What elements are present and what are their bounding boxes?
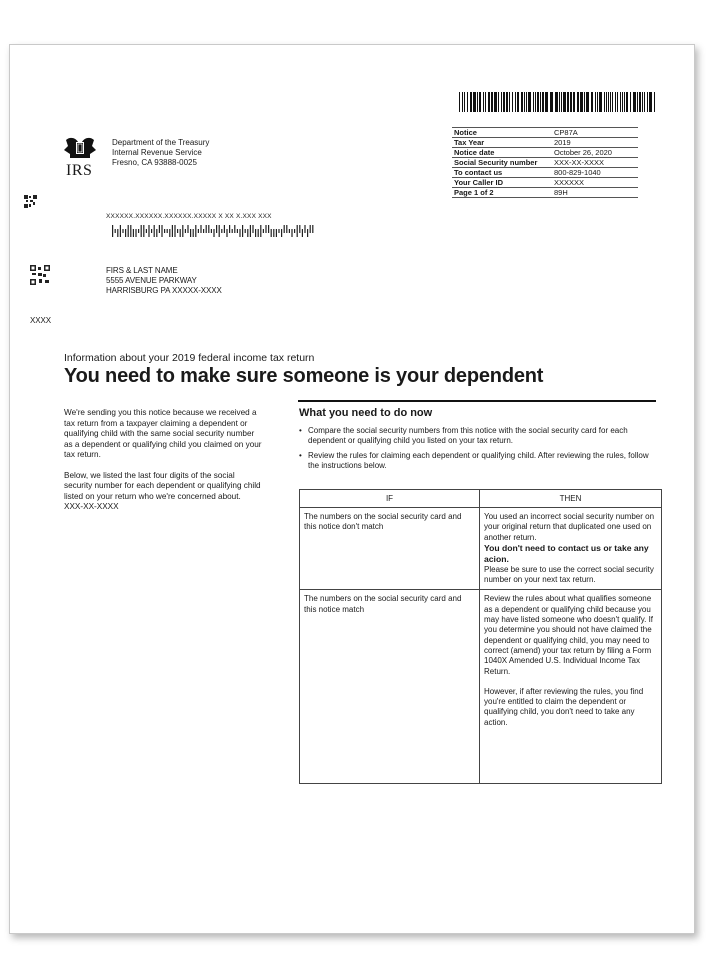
table-row xyxy=(300,590,662,784)
address-code-line: XXXXXX.XXXXXX.XXXXXX.XXXXX X XX X.XXX XXX xyxy=(106,213,272,220)
info-row-notice-date: Notice date October 26, 2020 xyxy=(452,148,638,158)
notice-explanation xyxy=(64,408,264,523)
if-then-table xyxy=(299,489,662,784)
instruction-list xyxy=(299,426,649,476)
info-row-caller-id: Your Caller ID XXXXXX xyxy=(452,178,638,188)
column-header-then: THEN xyxy=(480,490,662,508)
recipient-address: FIRS & LAST NAME 5555 AVENUE PARKWAY HARRISBURG PA XXXXX-XXXX xyxy=(106,266,222,295)
info-row-ssn: Social Security number XXX-XX-XXXX xyxy=(452,158,638,168)
table-header-row xyxy=(300,490,662,508)
table-cell-then: You used an incorrect social security number on your original return that duplicated one used on another return. You don't need to contact us or take any acion. Please be sure to use the correct social security number on your next tax return. xyxy=(480,508,662,590)
notice-subtitle: Information about your 2019 federal income tax return xyxy=(64,352,315,364)
list-item: • Compare the social security numbers from this notice with the social security card for each dependent or qualifying child you listed on your tax return. xyxy=(299,426,628,445)
column-header-if: IF xyxy=(300,490,480,508)
table-cell-if: The numbers on the social security card and this notice match xyxy=(300,590,480,784)
notice-info-table xyxy=(452,127,638,198)
qr-code-small-icon xyxy=(24,195,37,208)
qr-code-address-icon xyxy=(30,265,50,285)
margin-code: XXXX xyxy=(30,316,51,325)
ssn-last-four: XXX-XX-XXXX xyxy=(64,502,119,511)
barcode-top-icon xyxy=(459,92,657,112)
info-row-page: Page 1 of 2 89H xyxy=(452,188,638,198)
section-divider xyxy=(298,400,656,402)
list-item: • Review the rules for claiming each dependent or qualifying child. After reviewing the rules, follow the instructions below. xyxy=(299,451,649,470)
irs-logo-text: IRS xyxy=(66,162,93,179)
no-action-note: You don't need to contact us or take any acion. xyxy=(484,542,649,564)
info-row-tax-year: Tax Year 2019 xyxy=(452,138,638,148)
table-cell-then: Review the rules about what qualifies someone as a dependent or qualifying child because you may have listed someone who doesn't qualify. If you determine you should not have claimed the dependent or qualifying child, you may need to correct (amend) your tax return by filing a Form 1040X Amended U.S. Individual Income Tax Return. However, if after reviewing the rules, you find you're entitled to claim the dependent or qualifying child, you don't need to take any action. xyxy=(480,590,662,784)
info-row-contact: To contact us 800-829-1040 xyxy=(452,168,638,178)
notice-title: You need to make sure someone is your dependent xyxy=(64,365,544,387)
explanation-paragraph: Below, we listed the last four digits of the social security number for each dependent or qualifying child listed on your return who we're concerned about. xyxy=(64,470,261,501)
department-address: Department of the Treasury Internal Revenue Service Fresno, CA 93888-0025 xyxy=(112,138,210,167)
postal-barcode-icon xyxy=(112,225,316,237)
table-row xyxy=(300,508,662,590)
table-cell-if: The numbers on the social security card and this notice don't match xyxy=(300,508,480,590)
bullet-icon: • xyxy=(299,451,302,460)
what-to-do-heading: What you need to do now xyxy=(299,407,433,419)
info-row-notice: Notice CP87A xyxy=(452,128,638,138)
bullet-icon: • xyxy=(299,426,302,435)
explanation-paragraph: We're sending you this notice because we received a tax return from a taxpayer claiming a dependent or qualifying child with the same social security number as a dependent or qualifying child you claimed on your tax return. xyxy=(64,408,262,459)
